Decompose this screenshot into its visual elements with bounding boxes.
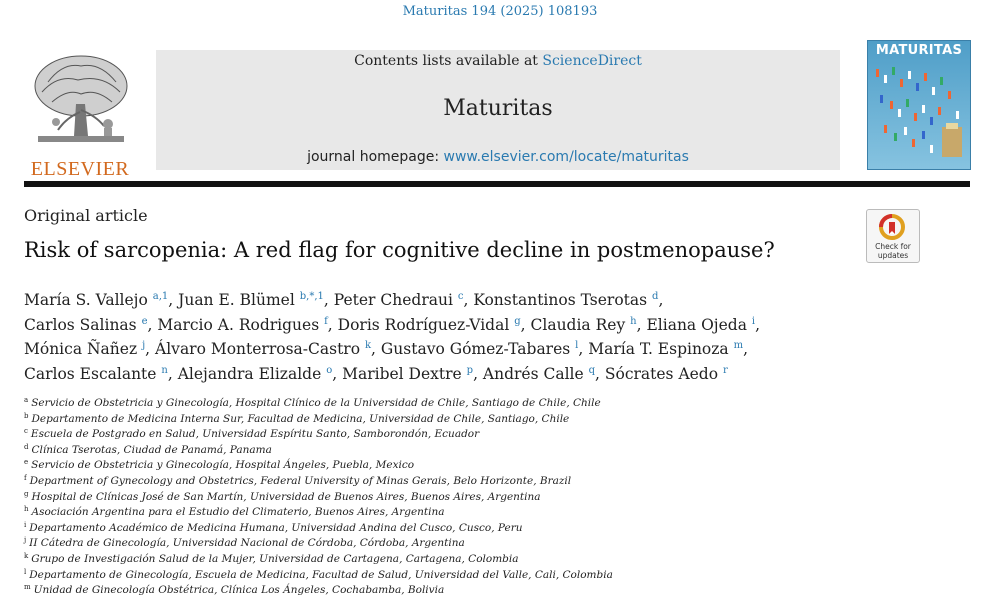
author-line: Carlos Escalante $^n$, Alejandra Elizalde $^o$, Maribel Dextre $^p$, Andrés Calle $^q$, Sócrates Aedo $^r$	[24, 364, 728, 383]
author[interactable]: Alejandra Elizalde $^o$	[177, 364, 333, 383]
affiliation	[24, 568, 924, 584]
affiliation-text: Servicio de Obstetricia y Ginecología, Hospital Clínico de la Universidad de Chile, Santiago de Chile, Chile	[31, 397, 601, 409]
affiliation	[24, 552, 924, 568]
affiliation-text: Departamento de Medicina Interna Sur, Facultad de Medicina, Universidad de Chile, Santiago, Chile	[31, 412, 570, 425]
contents-prefix: Contents lists available at	[354, 53, 543, 69]
article-title: Risk of sarcopenia: A red flag for cognitive decline in postmenopause?	[24, 238, 775, 262]
header-rule	[24, 181, 970, 187]
author[interactable]: Claudia Rey $^h$	[530, 315, 637, 334]
author-affiliation-ref[interactable]: n	[161, 364, 168, 376]
author-affiliation-ref[interactable]: l	[575, 340, 579, 351]
contents-line	[156, 53, 840, 69]
affiliation-text: Escuela de Postgrado en Salud, Universidad Espíritu Santo, Samborondón, Ecuador	[30, 428, 480, 441]
author[interactable]: Juan E. Blümel $^{b,*,1}$	[178, 291, 324, 309]
affiliation-key: f	[24, 473, 27, 482]
journal-citation[interactable]: Maturitas 194 (2025) 108193	[402, 4, 598, 19]
article-type: Original article	[24, 206, 148, 225]
affiliation-key: g	[24, 489, 29, 498]
elsevier-logo[interactable]	[24, 50, 136, 184]
affiliation-list	[24, 396, 924, 599]
affiliation-text: Asociación Argentina para el Estudio del Climaterio, Buenos Aires, Argentina	[31, 506, 445, 519]
author-affiliation-ref[interactable]: q	[588, 364, 596, 376]
author-affiliation-ref[interactable]: a,1	[152, 291, 169, 302]
author[interactable]: Mónica Ñañez $^j$	[24, 340, 146, 358]
affiliation-text: Unidad de Ginecología Obstétrica, Clínica Los Ángeles, Cochabamba, Bolivia	[33, 584, 445, 597]
affiliation-text: Grupo de Investigación Salud de la Mujer, Universidad de Cartagena, Cartagena, Colombia	[31, 552, 519, 565]
affiliation	[24, 443, 924, 459]
affiliation-key: k	[24, 551, 29, 560]
affiliation	[24, 396, 924, 412]
author[interactable]: Andrés Calle $^q$	[482, 364, 596, 383]
journal-masthead	[24, 40, 970, 180]
check-for-updates-label: Check for updates	[875, 242, 911, 260]
author-affiliation-ref[interactable]: m	[733, 340, 744, 351]
author-affiliation-ref[interactable]: f	[324, 315, 328, 327]
cover-title: MATURITAS	[875, 43, 963, 58]
affiliation-text: Departamento Académico de Medicina Humana, Universidad Andina del Cusco, Cusco, Peru	[29, 521, 523, 534]
affiliation	[24, 521, 924, 537]
elsevier-tree-icon	[28, 52, 134, 150]
author-line: Mónica Ñañez $^j$, Álvaro Monterrosa-Castro $^k$, Gustavo Gómez-Tabares $^l$, María T. Espinoza $^m$,	[24, 340, 749, 358]
author-line: María S. Vallejo $^{a,1}$, Juan E. Blümel $^{b,*,1}$, Peter Chedraui $^c$, Konstantinos Tserotas $^d$,	[24, 291, 664, 309]
affiliation-key: c	[24, 427, 28, 436]
affiliation-key: j	[24, 536, 27, 545]
author[interactable]: Doris Rodríguez-Vidal $^g$	[337, 315, 521, 334]
affiliation-key: h	[24, 505, 29, 514]
author[interactable]: Maribel Dextre $^p$	[342, 364, 474, 383]
homepage-prefix: journal homepage:	[307, 149, 444, 165]
author-affiliation-ref[interactable]: c	[457, 291, 464, 302]
author-affiliation-ref[interactable]: i	[751, 315, 756, 327]
affiliation-key: a	[24, 396, 29, 404]
author-affiliation-ref[interactable]: k	[364, 340, 372, 351]
author[interactable]: María S. Vallejo $^{a,1}$	[24, 291, 169, 309]
author-list	[24, 288, 884, 386]
journal-homepage-link[interactable]: www.elsevier.com/locate/maturitas	[443, 149, 689, 165]
author[interactable]: Konstantinos Tserotas $^d$	[473, 291, 659, 309]
affiliation	[24, 536, 924, 552]
crossmark-icon	[878, 213, 906, 241]
affiliation-text: Departamento de Ginecología, Escuela de Medicina, Facultad de Salud, Universidad del Valle, Cali, Colombia	[29, 568, 613, 581]
author[interactable]: Gustavo Gómez-Tabares $^l$	[380, 340, 579, 358]
journal-title: Maturitas	[443, 96, 553, 121]
affiliation-key: b	[24, 411, 29, 420]
author-affiliation-ref[interactable]: e	[141, 315, 148, 327]
author-affiliation-ref[interactable]: g	[514, 315, 521, 327]
affiliation-key: d	[24, 442, 29, 451]
author[interactable]: Carlos Escalante $^n$	[24, 364, 168, 383]
sciencedirect-link[interactable]: ScienceDirect	[542, 53, 642, 69]
affiliation	[24, 583, 924, 599]
homepage-line	[156, 149, 840, 165]
author-line: Carlos Salinas $^e$, Marcio A. Rodrigues $^f$, Doris Rodríguez-Vidal $^g$, Claudia Rey $^h$, Eliana Ojeda $^i$,	[24, 315, 761, 334]
affiliation	[24, 474, 924, 490]
author[interactable]: María T. Espinoza $^m$	[588, 340, 744, 358]
check-for-updates-badge[interactable]	[866, 209, 920, 263]
author-affiliation-ref[interactable]: h	[630, 315, 637, 327]
author[interactable]: Marcio A. Rodrigues $^f$	[157, 315, 328, 334]
author-affiliation-ref[interactable]: d	[652, 291, 659, 302]
affiliation-key: e	[24, 458, 29, 467]
affiliation	[24, 427, 924, 443]
affiliation-key: m	[24, 583, 31, 592]
affiliation	[24, 490, 924, 506]
affiliation-key: i	[24, 520, 27, 529]
author-affiliation-ref[interactable]: b,*,1	[299, 291, 324, 302]
publisher-name: ELSEVIER	[30, 158, 130, 180]
author-affiliation-ref[interactable]: p	[466, 364, 474, 376]
affiliation-text: Department of Gynecology and Obstetrics, Federal University of Minas Gerais, Belo Horizonte, Brazil	[29, 474, 572, 487]
affiliation	[24, 505, 924, 521]
affiliation	[24, 412, 924, 428]
cover-figures-icon	[872, 61, 966, 165]
affiliation-text: Servicio de Obstetricia y Ginecología, Hospital Ángeles, Puebla, Mexico	[31, 459, 415, 472]
author[interactable]: Carlos Salinas $^e$	[24, 315, 148, 334]
author-affiliation-ref[interactable]: r	[723, 364, 728, 376]
affiliation-text: Clínica Tserotas, Ciudad de Panamá, Panama	[31, 443, 272, 456]
author[interactable]: Sócrates Aedo $^r$	[604, 364, 728, 383]
affiliation-text: II Cátedra de Ginecología, Universidad Nacional de Córdoba, Córdoba, Argentina	[29, 537, 465, 550]
journal-cover-thumbnail[interactable]	[867, 40, 971, 170]
journal-info-box	[156, 50, 840, 170]
author-affiliation-ref[interactable]: o	[326, 364, 333, 376]
author-affiliation-ref[interactable]: j	[142, 340, 146, 351]
affiliation	[24, 458, 924, 474]
affiliation-key: l	[24, 567, 27, 576]
author[interactable]: Peter Chedraui $^c$	[333, 291, 464, 309]
affiliation-text: Hospital de Clínicas José de San Martín, Universidad de Buenos Aires, Buenos Aires, Argentina	[31, 490, 541, 503]
author[interactable]: Eliana Ojeda $^i$	[646, 315, 756, 334]
author[interactable]: Álvaro Monterrosa-Castro $^k$	[155, 340, 372, 358]
